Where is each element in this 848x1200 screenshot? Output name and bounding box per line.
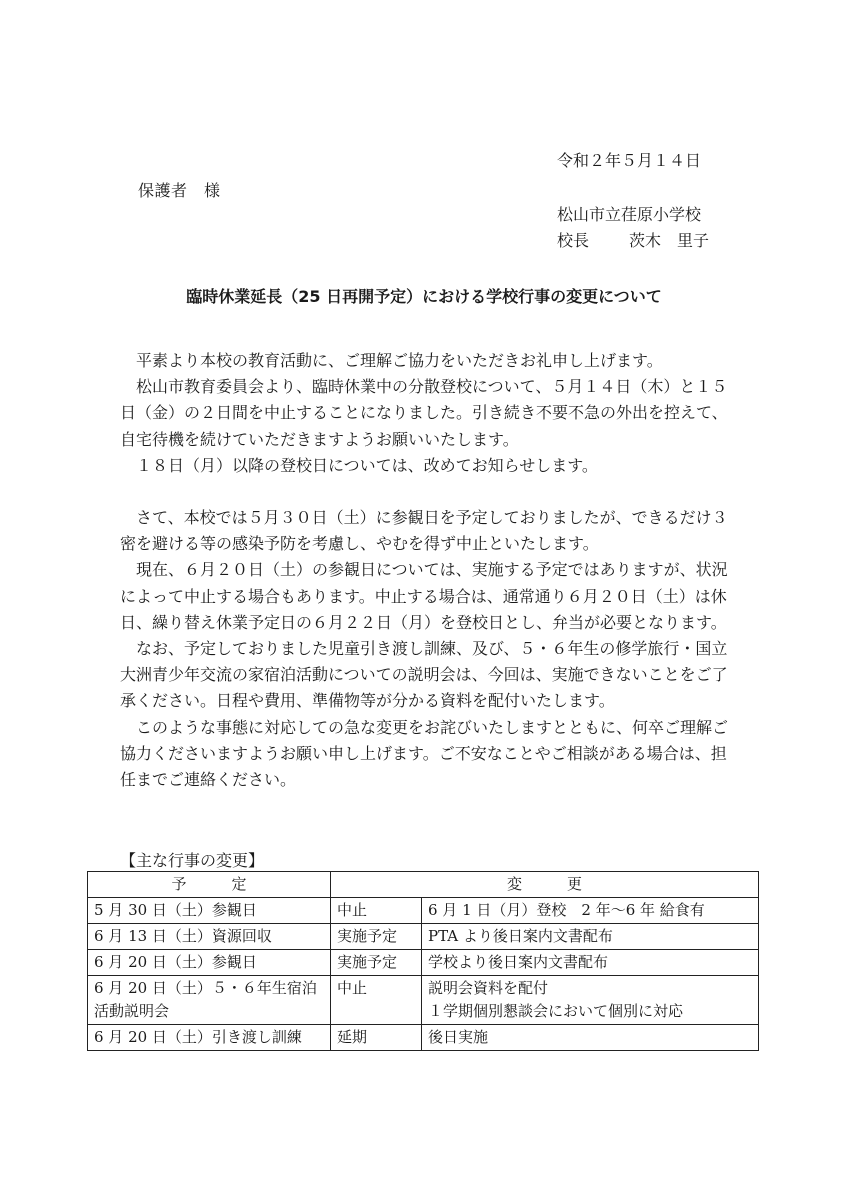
detail-cell bbox=[422, 976, 759, 1025]
paragraph: このような事態に対応しての急な変更をお詫びいたしますとともに、何卒ご理解ご協力くださいますようお願い申し上げます。ご不安なことやご相談がある場合は、担任までご連絡ください。 bbox=[120, 717, 729, 790]
status-cell: 中止 bbox=[331, 976, 422, 1025]
detail-cell: 後日実施 bbox=[422, 1025, 759, 1051]
header-planned: 予 定 bbox=[88, 872, 331, 898]
document-title: 臨時休業延長（25 日再開予定）における学校行事の変更について bbox=[186, 287, 662, 306]
status-cell: 実施予定 bbox=[331, 950, 422, 976]
event-cell bbox=[88, 976, 331, 1025]
letter-body bbox=[120, 348, 730, 793]
principal-title: 校長 bbox=[557, 231, 590, 250]
status-cell: 実施予定 bbox=[331, 924, 422, 950]
table-header-row bbox=[88, 872, 759, 898]
status-cell: 延期 bbox=[331, 1025, 422, 1051]
detail-line: １学期個別懇談会において個別に対応 bbox=[428, 1002, 684, 1020]
recipient: 保護者 様 bbox=[138, 181, 221, 200]
detail-cell: 学校より後日案内文書配布 bbox=[422, 950, 759, 976]
table-row bbox=[88, 976, 759, 1025]
event-cell: 6 月 13 日（土）資源回収 bbox=[88, 924, 331, 950]
event-cell: 6 月 20 日（土）引き渡し訓練 bbox=[88, 1025, 331, 1051]
principal-name: 茨木 里子 bbox=[629, 231, 710, 250]
event-text: 6 月 20 日（土）５・６年生宿泊活動説明会 bbox=[94, 979, 317, 1020]
paragraph: さて、本校では５月３０日（土）に参観日を予定しておりましたが、できるだけ３密を避ける等の感染予防を考慮し、やむを得ず中止といたします。 bbox=[120, 508, 728, 554]
paragraph: 平素より本校の教育活動に、ご理解ご協力をいただきお礼申し上げます。 bbox=[136, 351, 663, 370]
table-row bbox=[88, 950, 759, 976]
table-row bbox=[88, 898, 759, 924]
detail-line: 説明会資料を配付 bbox=[428, 979, 549, 997]
status-cell: 中止 bbox=[331, 898, 422, 924]
paragraph: 松山市教育委員会より、臨時休業中の分散登校について、５月１４日（木）と１５日（金）の２日間を中止することになりました。引き続き不要不急の外出を控えて、自宅待機を続けていただきますようお願いいたします。 bbox=[120, 377, 728, 449]
paragraph: なお、予定しておりました児童引き渡し訓練、及び、５・６年生の修学旅行・国立大洲青少年交流の家宿泊活動についての説明会は、今回は、実施できないことをご了承ください。日程や費用、準備物等が分かる資料を配付いたします。 bbox=[120, 639, 728, 711]
detail-cell: 6 月 1 日（月）登校 2 年〜6 年 給食有 bbox=[422, 898, 759, 924]
event-cell: 6 月 20 日（土）参観日 bbox=[88, 950, 331, 976]
school-name: 松山市立荏原小学校 bbox=[557, 205, 702, 224]
table-row bbox=[88, 1025, 759, 1051]
event-cell: 5 月 30 日（土）参観日 bbox=[88, 898, 331, 924]
paragraph: １８日（月）以降の登校日については、改めてお知らせします。 bbox=[136, 455, 598, 475]
header-change: 変 更 bbox=[331, 872, 759, 898]
table-row bbox=[88, 924, 759, 950]
table-caption: 【主な行事の変更】 bbox=[120, 851, 265, 870]
principal-line bbox=[557, 228, 709, 251]
paragraph: 現在、６月２０日（土）の参観日については、実施する予定ではありますが、状況によって中止する場合もあります。中止する場合は、通常通り６月２０日（土）は休日、繰り替え休業予定日の６月２２日（月）を登校日とし、弁当が必要となります。 bbox=[120, 560, 728, 632]
letter-date: 令和２年５月１４日 bbox=[557, 151, 702, 170]
events-table bbox=[87, 871, 759, 1051]
detail-cell: PTA より後日案内文書配布 bbox=[422, 924, 759, 950]
